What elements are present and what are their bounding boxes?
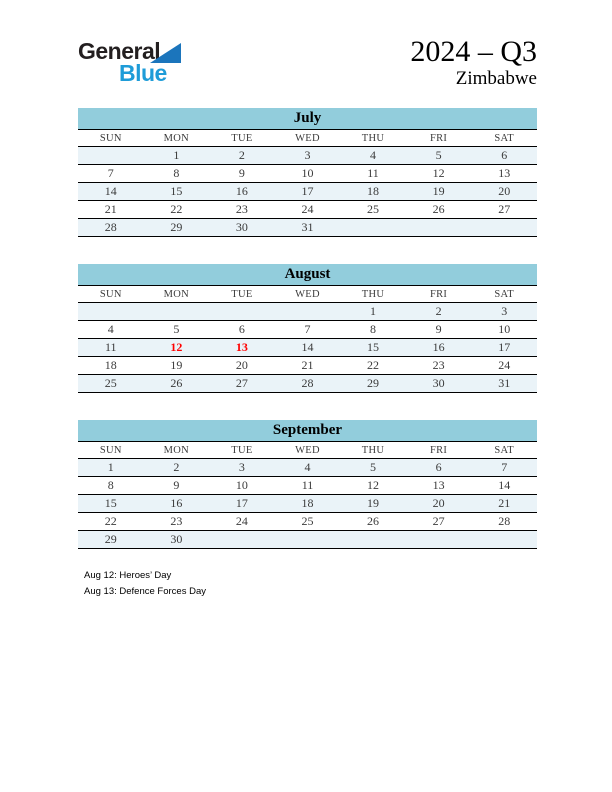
day-august-30: 30	[406, 375, 472, 393]
day-august-25: 25	[78, 375, 144, 393]
day-header-mon: MON	[144, 130, 210, 147]
day-september-7: 7	[471, 459, 537, 477]
day-header-sat: SAT	[471, 442, 537, 459]
day-september-10: 10	[209, 477, 275, 495]
week-row	[78, 495, 537, 513]
day-september-26: 26	[340, 513, 406, 531]
month-title-july: July	[78, 108, 537, 130]
day-header-tue: TUE	[209, 130, 275, 147]
month-title-august: August	[78, 264, 537, 286]
week-row	[78, 531, 537, 549]
day-header-sat: SAT	[471, 286, 537, 303]
day-september-30: 30	[144, 531, 210, 549]
week-row	[78, 357, 537, 375]
day-august-29: 29	[340, 375, 406, 393]
day-empty	[275, 303, 341, 321]
calendar-tables	[78, 108, 537, 576]
day-september-8: 8	[78, 477, 144, 495]
day-september-4: 4	[275, 459, 341, 477]
day-august-20: 20	[209, 357, 275, 375]
week-row	[78, 303, 537, 321]
quarter-title: 2024 – Q3	[410, 35, 537, 68]
day-august-16: 16	[406, 339, 472, 357]
day-august-23: 23	[406, 357, 472, 375]
day-header-wed: WED	[275, 442, 341, 459]
day-august-26: 26	[144, 375, 210, 393]
day-august-22: 22	[340, 357, 406, 375]
day-july-28: 28	[78, 219, 144, 237]
day-august-7: 7	[275, 321, 341, 339]
day-september-23: 23	[144, 513, 210, 531]
day-august-18: 18	[78, 357, 144, 375]
day-july-27: 27	[471, 201, 537, 219]
day-july-10: 10	[275, 165, 341, 183]
day-july-9: 9	[209, 165, 275, 183]
day-september-3: 3	[209, 459, 275, 477]
day-header-tue: TUE	[209, 286, 275, 303]
day-header-thu: THU	[340, 442, 406, 459]
day-header-sun: SUN	[78, 442, 144, 459]
week-row	[78, 219, 537, 237]
day-september-22: 22	[78, 513, 144, 531]
day-header-mon: MON	[144, 286, 210, 303]
day-empty	[209, 531, 275, 549]
day-july-21: 21	[78, 201, 144, 219]
day-header-wed: WED	[275, 286, 341, 303]
day-august-31: 31	[471, 375, 537, 393]
day-august-11: 11	[78, 339, 144, 357]
day-august-6: 6	[209, 321, 275, 339]
day-august-1: 1	[340, 303, 406, 321]
day-header-sun: SUN	[78, 286, 144, 303]
day-september-14: 14	[471, 477, 537, 495]
day-empty	[471, 219, 537, 237]
day-september-2: 2	[144, 459, 210, 477]
day-september-28: 28	[471, 513, 537, 531]
month-table-august	[78, 264, 537, 393]
day-august-10: 10	[471, 321, 537, 339]
day-september-25: 25	[275, 513, 341, 531]
country-subtitle: Zimbabwe	[455, 68, 537, 89]
title-block	[410, 36, 537, 90]
day-july-26: 26	[406, 201, 472, 219]
day-august-28: 28	[275, 375, 341, 393]
day-august-13: 13	[209, 339, 275, 357]
day-empty	[340, 219, 406, 237]
week-row	[78, 477, 537, 495]
day-august-19: 19	[144, 357, 210, 375]
day-july-3: 3	[275, 147, 341, 165]
day-july-14: 14	[78, 183, 144, 201]
day-july-5: 5	[406, 147, 472, 165]
day-july-12: 12	[406, 165, 472, 183]
day-september-13: 13	[406, 477, 472, 495]
day-july-24: 24	[275, 201, 341, 219]
day-empty	[275, 531, 341, 549]
day-september-21: 21	[471, 495, 537, 513]
week-row	[78, 459, 537, 477]
day-july-11: 11	[340, 165, 406, 183]
day-july-8: 8	[144, 165, 210, 183]
day-header-fri: FRI	[406, 442, 472, 459]
month-title-september: September	[78, 420, 537, 442]
day-september-17: 17	[209, 495, 275, 513]
day-header-fri: FRI	[406, 286, 472, 303]
day-july-18: 18	[340, 183, 406, 201]
week-row	[78, 147, 537, 165]
day-header-wed: WED	[275, 130, 341, 147]
day-august-12: 12	[144, 339, 210, 357]
day-september-15: 15	[78, 495, 144, 513]
day-september-16: 16	[144, 495, 210, 513]
day-september-12: 12	[340, 477, 406, 495]
week-row	[78, 183, 537, 201]
day-september-5: 5	[340, 459, 406, 477]
day-august-9: 9	[406, 321, 472, 339]
day-september-18: 18	[275, 495, 341, 513]
month-table-september	[78, 420, 537, 549]
day-july-16: 16	[209, 183, 275, 201]
day-september-27: 27	[406, 513, 472, 531]
day-september-19: 19	[340, 495, 406, 513]
day-header-sun: SUN	[78, 130, 144, 147]
day-august-17: 17	[471, 339, 537, 357]
day-header-sat: SAT	[471, 130, 537, 147]
day-header-fri: FRI	[406, 130, 472, 147]
day-september-6: 6	[406, 459, 472, 477]
holiday-note: Aug 12: Heroes’ Day	[84, 570, 172, 581]
day-empty	[406, 531, 472, 549]
holiday-note: Aug 13: Defence Forces Day	[84, 586, 206, 597]
week-row	[78, 321, 537, 339]
day-september-29: 29	[78, 531, 144, 549]
week-row	[78, 375, 537, 393]
day-july-20: 20	[471, 183, 537, 201]
day-september-9: 9	[144, 477, 210, 495]
day-september-1: 1	[78, 459, 144, 477]
day-july-19: 19	[406, 183, 472, 201]
day-header-mon: MON	[144, 442, 210, 459]
day-empty	[144, 303, 210, 321]
day-september-24: 24	[209, 513, 275, 531]
month-table-july	[78, 108, 537, 237]
week-row	[78, 513, 537, 531]
day-july-4: 4	[340, 147, 406, 165]
logo-text-blue: Blue	[119, 60, 167, 86]
day-july-15: 15	[144, 183, 210, 201]
day-august-5: 5	[144, 321, 210, 339]
day-july-22: 22	[144, 201, 210, 219]
general-blue-logo	[78, 36, 208, 88]
day-july-17: 17	[275, 183, 341, 201]
day-august-27: 27	[209, 375, 275, 393]
day-empty	[78, 303, 144, 321]
day-august-4: 4	[78, 321, 144, 339]
day-august-15: 15	[340, 339, 406, 357]
day-july-31: 31	[275, 219, 341, 237]
day-header-tue: TUE	[209, 442, 275, 459]
day-july-13: 13	[471, 165, 537, 183]
day-august-3: 3	[471, 303, 537, 321]
day-july-1: 1	[144, 147, 210, 165]
day-august-14: 14	[275, 339, 341, 357]
holiday-footnotes	[84, 568, 206, 600]
day-empty	[471, 531, 537, 549]
day-header-thu: THU	[340, 286, 406, 303]
day-july-23: 23	[209, 201, 275, 219]
day-header-thu: THU	[340, 130, 406, 147]
day-july-30: 30	[209, 219, 275, 237]
day-empty	[209, 303, 275, 321]
day-empty	[406, 219, 472, 237]
day-empty	[340, 531, 406, 549]
week-row	[78, 201, 537, 219]
day-august-21: 21	[275, 357, 341, 375]
day-september-20: 20	[406, 495, 472, 513]
day-september-11: 11	[275, 477, 341, 495]
day-july-25: 25	[340, 201, 406, 219]
week-row	[78, 339, 537, 357]
day-july-2: 2	[209, 147, 275, 165]
logo-text-general: General	[78, 38, 161, 64]
day-august-2: 2	[406, 303, 472, 321]
day-july-7: 7	[78, 165, 144, 183]
day-july-29: 29	[144, 219, 210, 237]
day-august-24: 24	[471, 357, 537, 375]
day-july-6: 6	[471, 147, 537, 165]
week-row	[78, 165, 537, 183]
day-august-8: 8	[340, 321, 406, 339]
day-empty	[78, 147, 144, 165]
